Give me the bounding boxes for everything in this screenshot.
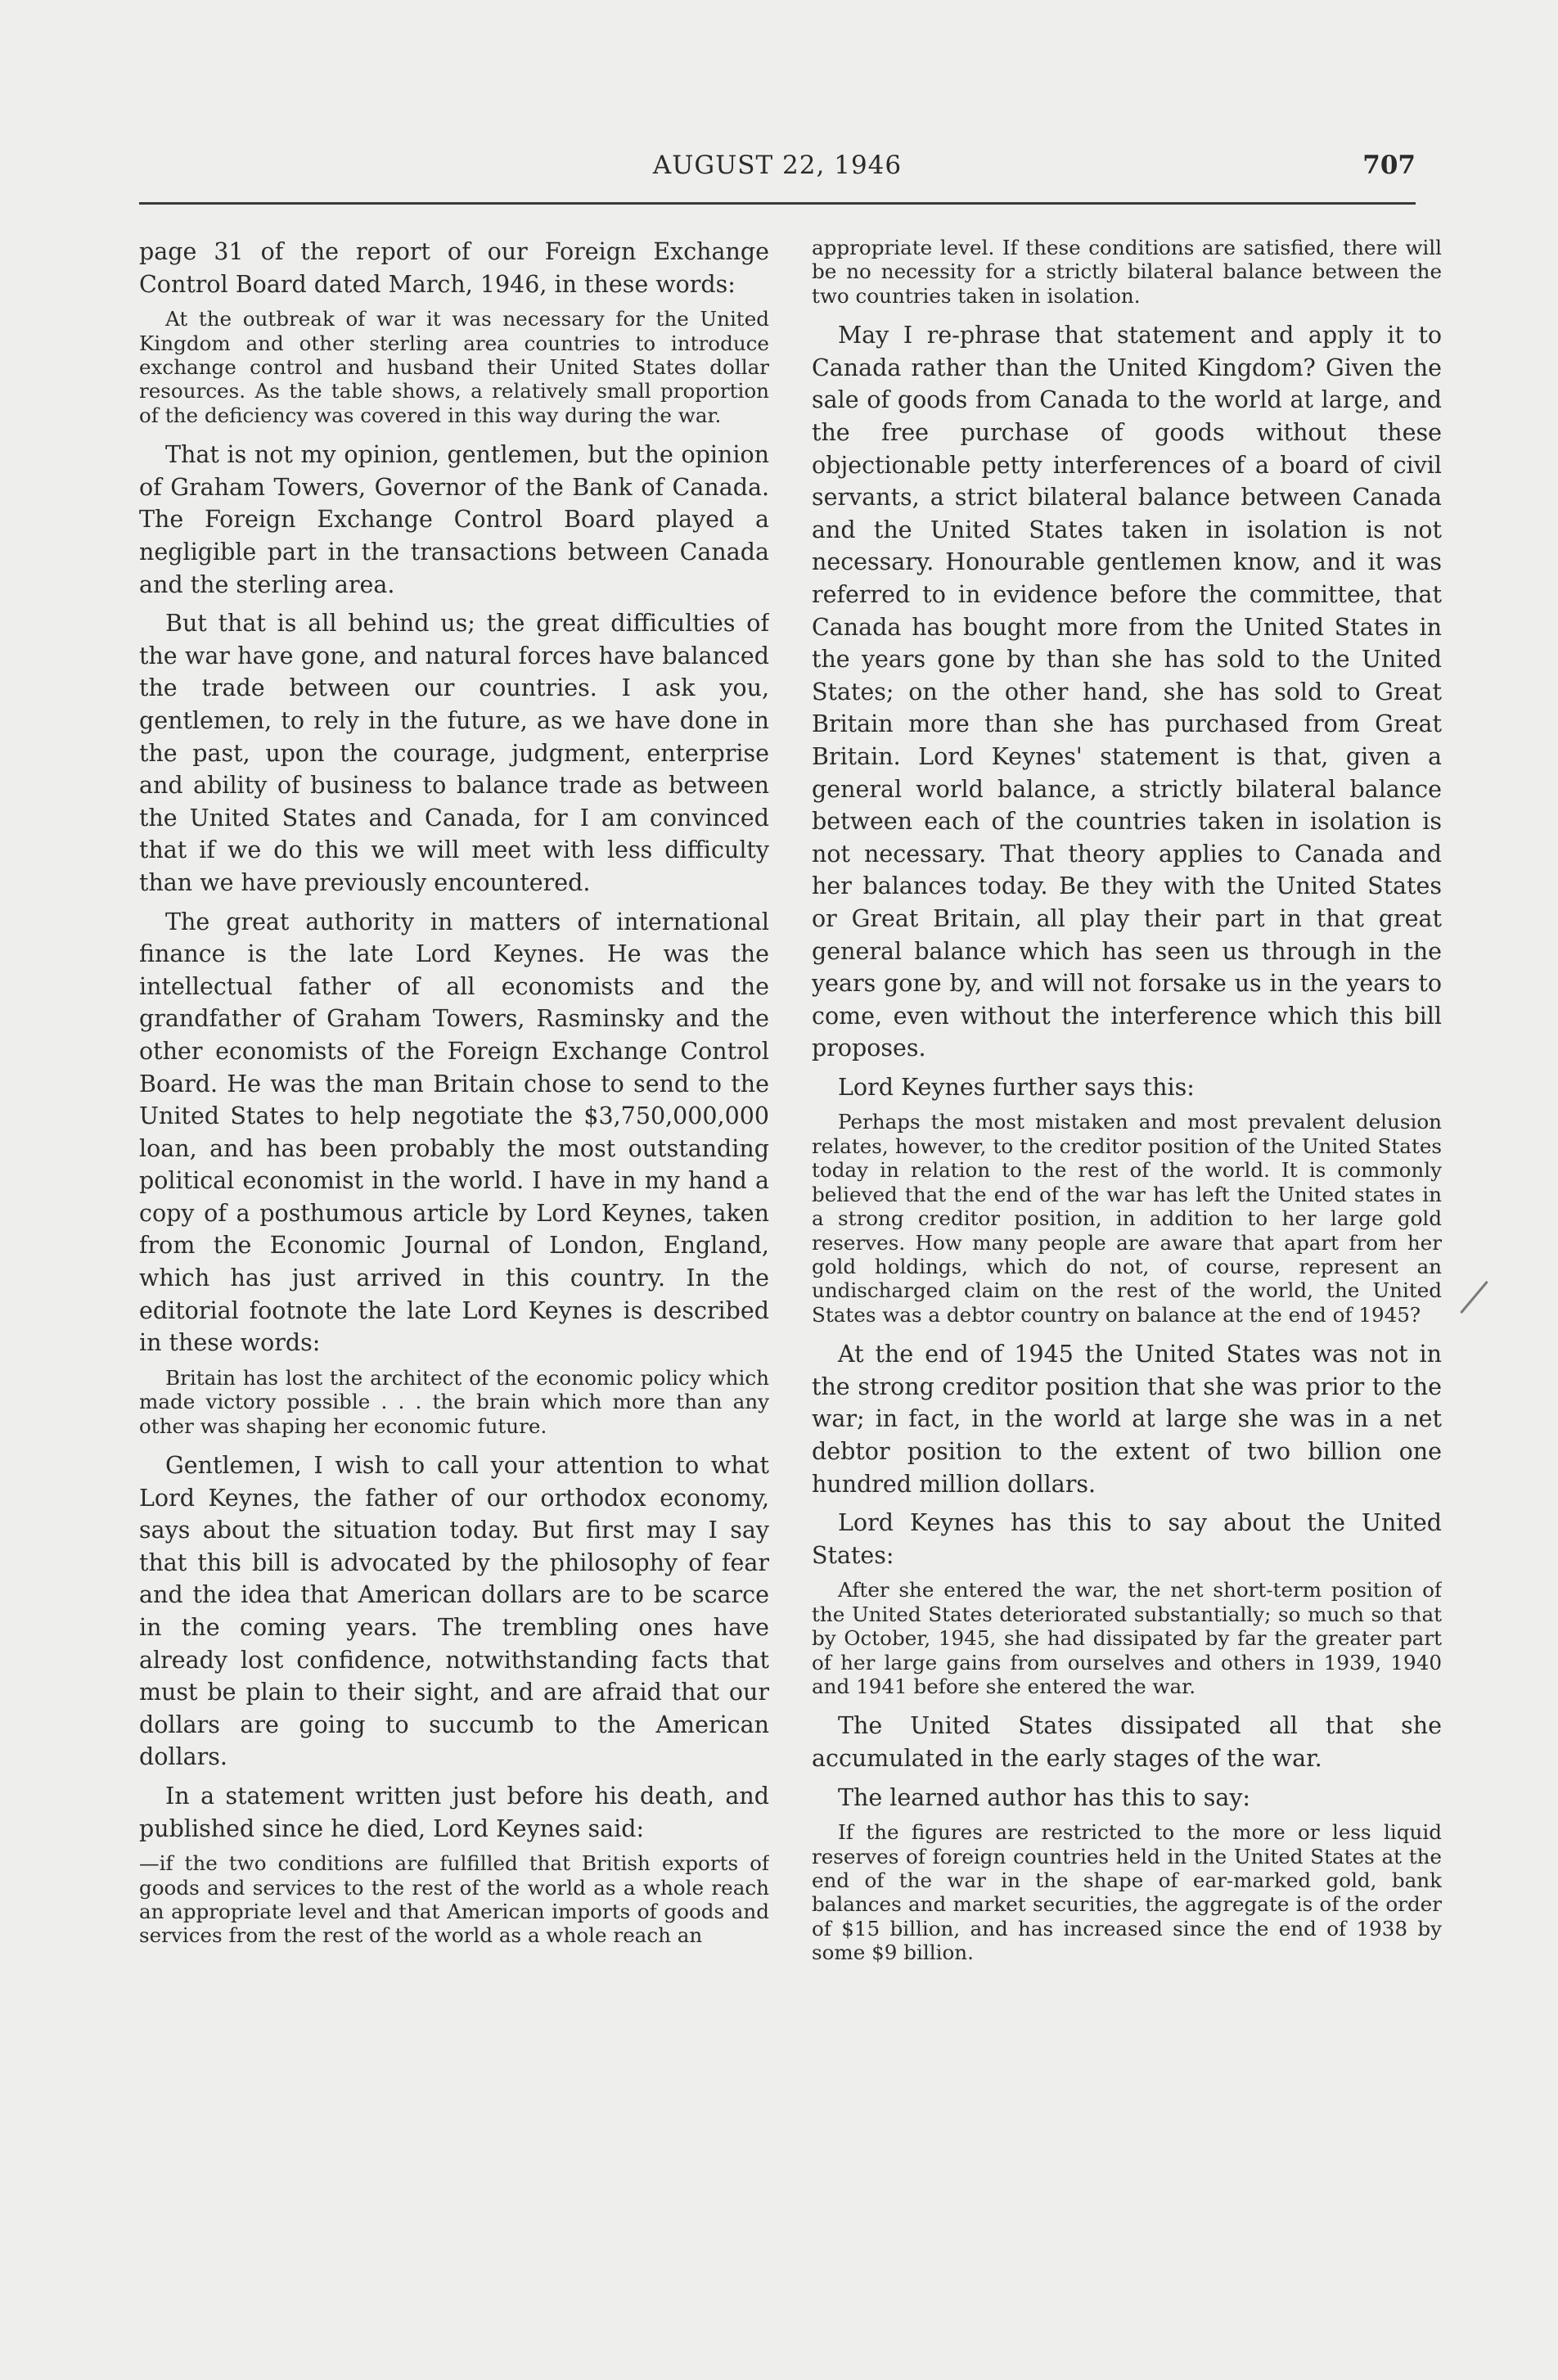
paragraph: The learned author has this to say: (838, 1783, 1251, 1811)
header-rule (139, 202, 1416, 205)
block-quote: If the figures are restricted to the more or less liquid reserves of foreign countries held in the United States at the end of the war in the shape of ear-marked gold, bank balances and market securities, the aggregate is of the order of $15 billion, and has increased since the end of 1938 by some $9 billion. (812, 1820, 1442, 1965)
paragraph: The United States dissipated all that she accumulated in the early stages of the war. (812, 1712, 1442, 1772)
block-quote: —if the two conditions are fulfilled that British exports of goods and services to the rest of the world as a whole reach an appropriate level and that American imports of goods and services from the rest of the world as a whole reach an (139, 1851, 769, 1948)
paragraph: But that is all behind us; the great difficulties of the war have gone, and natural forces have balanced the trade between our countries. I ask you, gentlemen, to rely in the future, as we have done in the past, upon the courage, judgment, enterprise and ability of business to balance trade as between the United States and Canada, for I am convinced that if we do this we will meet with less difficulty than we have previously encountered. (139, 610, 769, 896)
paragraph: The great authority in matters of international finance is the late Lord Keynes. He was the intellectual father of all economists and the grandfather of Graham Towers, Rasminsky and the other economists of the Foreign Exchange Control Board. He was the man Britain chose to send to the United States to help negotiate the $3,750,000,000 loan, and has been probably the most outstanding political economist in the world. I have in my hand a copy of a posthumous article by Lord Keynes, taken from the Economic Journal of London, England, which has just arrived in this country. In the editorial footnote the late Lord Keynes is described in these words: (139, 908, 769, 1357)
block-quote: At the outbreak of war it was necessary for the United Kingdom and other sterling area countries to introduce exchange control and husband their United States dollar resources. As the table shows, a relatively small proportion of the deficiency was covered in this way during the war. (139, 307, 769, 427)
block-quote: appropriate level. If these conditions are satisfied, there will be no necessity for a strictly bilateral balance between the two countries taken in isolation. (812, 236, 1442, 308)
page-header (139, 144, 1416, 185)
paragraph: May I re-phrase that statement and apply it to Canada rather than the United Kingdom? Given the sale of goods from Canada to the world at large, and the free purchase of goods without these objectionable petty interferences of a board of civil servants, a strict bilateral balance between Canada and the United States taken in isolation is not necessary. Honourable gentlemen know, and it was referred to in evidence before the committee, that Canada has bought more from the United States in the years gone by than she has sold to the United States; on the other hand, she has sold to Great Britain more than she has purchased from Great Britain. Lord Keynes' statement is that, given a general world balance, a strictly bilateral balance between each of the countries taken in isolation is not necessary. That theory applies to Canada and her balances today. Be they with the United States or Great Britain, all play their part in that great general balance which has seen us through in the years gone by, and will not forsake us in the years to come, even without the interference which this bill proposes. (812, 322, 1442, 1062)
block-quote: After she entered the war, the net short-term position of the United States deteriorated substantially; so much so that by October, 1945, she had dissipated by far the greater part of her large gains from ourselves and others in 1939, 1940 and 1941 before she entered the war. (812, 1578, 1442, 1698)
margin-pencil-mark (1460, 1281, 1488, 1314)
block-quote: Perhaps the most mistaken and most prevalent delusion relates, however, to the creditor position of the United States today in relation to the rest of the world. It is commonly believed that the end of the war has left the United states in a strong creditor position, in addition to her large gold reserves. How many people are aware that apart from her gold holdings, which do not, of course, represent an undischarged claim on the rest of the world, the United States was a debtor country on balance at the end of 1945? (812, 1110, 1442, 1327)
paragraph: Lord Keynes further says this: (838, 1073, 1195, 1101)
left-column (139, 236, 769, 2175)
paragraph: Lord Keynes has this to say about the United States: (812, 1509, 1442, 1569)
header-date: AUGUST 22, 1946 (652, 151, 903, 180)
right-column (812, 236, 1442, 2175)
paragraph: Gentlemen, I wish to call your attention to what Lord Keynes, the father of our orthodox economy, says about the situation today. But first may I say that this bill is advocated by the philosophy of fear and the idea that American dollars are to be scarce in the coming years. The trembling ones have already lost confidence, notwithstanding facts that must be plain to their sight, and are afraid that our dollars are going to succumb to the American dollars. (139, 1452, 769, 1771)
block-quote: Britain has lost the architect of the economic policy which made victory possible . . . the brain which more than any other was shaping her economic future. (139, 1365, 769, 1438)
paragraph: That is not my opinion, gentlemen, but the opinion of Graham Towers, Governor of the Bank of Canada. The Foreign Exchange Control Board played a negligible part in the transactions between Canada and the sterling area. (139, 441, 769, 598)
page-number: 707 (1362, 151, 1416, 180)
paragraph: page 31 of the report of our Foreign Exchange Control Board dated March, 1946, in these words: (139, 238, 769, 298)
paragraph: At the end of 1945 the United States was not in the strong creditor position that she was prior to the war; in fact, in the world at large she was in a net debtor position to the extent of two billion one hundred million dollars. (812, 1341, 1442, 1498)
paragraph: In a statement written just before his death, and published since he died, Lord Keynes said: (139, 1783, 769, 1842)
